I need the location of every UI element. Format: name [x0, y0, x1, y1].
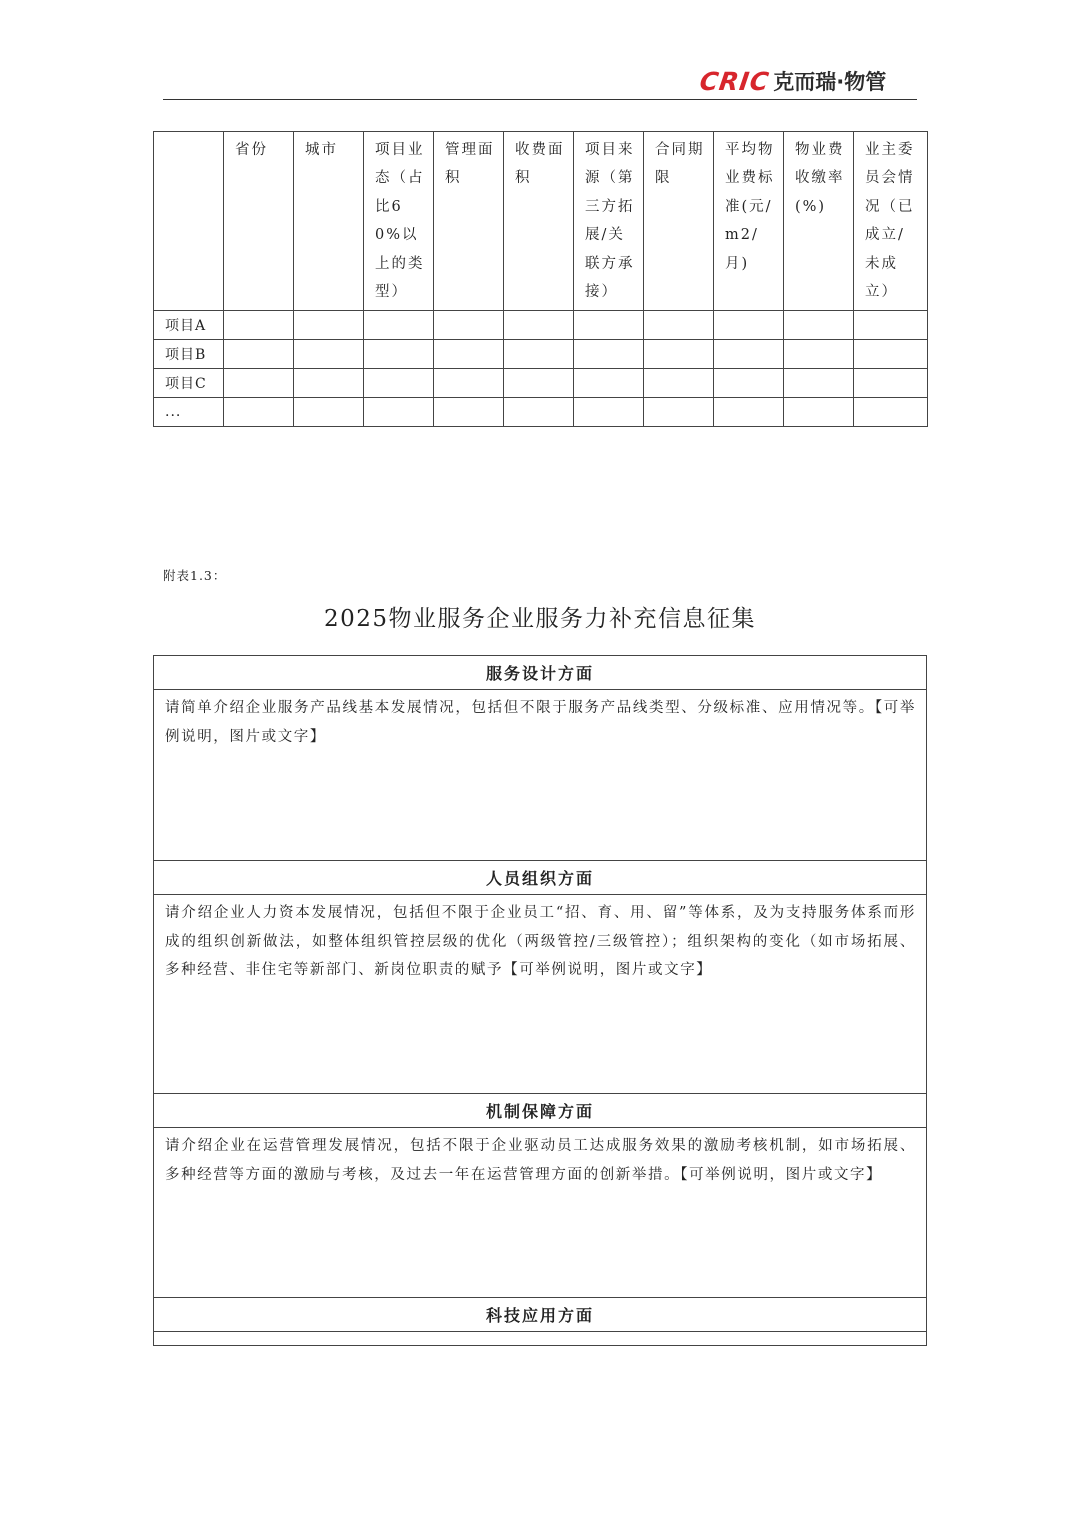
logo-chinese-text: 克而瑞·物管 — [773, 70, 887, 94]
table-cell — [644, 398, 714, 427]
section-heading-personnel: 人员组织方面 — [154, 861, 927, 895]
section-body-service-design[interactable]: 请简单介绍企业服务产品线基本发展情况，包括但不限于服务产品线类型、分级标准、应用情况等。【可举例说明，图片或文字】 — [154, 690, 927, 861]
section-heading-service-design: 服务设计方面 — [154, 656, 927, 690]
cric-logo — [697, 66, 887, 96]
table-row — [154, 311, 928, 340]
section-heading-row — [154, 1298, 927, 1332]
table-cell — [644, 311, 714, 340]
table-cell — [854, 369, 928, 398]
column-header — [154, 132, 224, 311]
table-cell — [574, 311, 644, 340]
row-label: 项目B — [154, 340, 224, 369]
table-cell — [364, 340, 434, 369]
table-cell — [504, 311, 574, 340]
document-title: 2025物业服务企业服务力补充信息征集 — [323, 606, 757, 632]
table-cell — [644, 340, 714, 369]
table-cell — [294, 340, 364, 369]
row-label: 项目A — [154, 311, 224, 340]
section-body-technology[interactable] — [154, 1332, 927, 1346]
row-label: ... — [154, 398, 224, 427]
table-cell — [224, 369, 294, 398]
section-body-row — [154, 1332, 927, 1346]
survey-table — [153, 655, 927, 1346]
table-cell — [714, 398, 784, 427]
column-header: 物业费收缴率(%) — [784, 132, 854, 311]
column-header: 省份 — [224, 132, 294, 311]
table-row — [154, 340, 928, 369]
section-body-personnel[interactable]: 请介绍企业人力资本发展情况，包括但不限于企业员工“招、育、用、留”等体系，及为支持服务体系而形成的组织创新做法，如整体组织管控层级的优化（两级管控/三级管控）；组织架构的变化（如市场拓展、多种经营、非住宅等新部门、新岗位职责的赋予【可举例说明，图片或文字】 — [154, 895, 927, 1094]
section-body-mechanism[interactable]: 请介绍企业在运营管理发展情况，包括不限于企业驱动员工达成服务效果的激励考核机制，如市场拓展、多种经营等方面的激励与考核，及过去一年在运营管理方面的创新举措。【可举例说明，图片或文字】 — [154, 1128, 927, 1298]
table-cell — [434, 311, 504, 340]
table-cell — [364, 369, 434, 398]
header-divider — [163, 99, 917, 100]
table-cell — [784, 340, 854, 369]
row-label: 项目C — [154, 369, 224, 398]
table-row — [154, 398, 928, 427]
section-body-row — [154, 1128, 927, 1298]
section-heading-row — [154, 1094, 927, 1128]
section-heading-row — [154, 861, 927, 895]
table-cell — [644, 369, 714, 398]
table-cell — [224, 311, 294, 340]
table-cell — [294, 398, 364, 427]
column-header: 收费面积 — [504, 132, 574, 311]
section-heading-technology: 科技应用方面 — [154, 1298, 927, 1332]
table-cell — [224, 340, 294, 369]
table-cell — [574, 369, 644, 398]
table-cell — [294, 311, 364, 340]
table-header-row — [154, 132, 928, 311]
column-header: 业主委员会情况（已成立/未成立） — [854, 132, 928, 311]
table-cell — [504, 398, 574, 427]
table-cell — [574, 340, 644, 369]
table-row — [154, 369, 928, 398]
table-cell — [224, 398, 294, 427]
column-header: 管理面积 — [434, 132, 504, 311]
table-cell — [854, 398, 928, 427]
table-cell — [504, 369, 574, 398]
table-cell — [434, 340, 504, 369]
table-cell — [714, 340, 784, 369]
table-cell — [784, 311, 854, 340]
table-cell — [854, 340, 928, 369]
table-cell — [294, 369, 364, 398]
logo-latin-text: CRIC — [697, 66, 772, 96]
column-header: 项目来源（第三方拓展/关联方承接） — [574, 132, 644, 311]
project-info-table — [153, 131, 928, 427]
table-cell — [854, 311, 928, 340]
column-header: 项目业态（占比60%以上的类型） — [364, 132, 434, 311]
table-cell — [714, 311, 784, 340]
table-cell — [434, 369, 504, 398]
column-header: 平均物业费标准(元/m2/月) — [714, 132, 784, 311]
section-body-row — [154, 690, 927, 861]
column-header: 城市 — [294, 132, 364, 311]
table-cell — [504, 340, 574, 369]
section-heading-row — [154, 656, 927, 690]
table-cell — [364, 398, 434, 427]
table-cell — [364, 311, 434, 340]
table-cell — [574, 398, 644, 427]
table-cell — [434, 398, 504, 427]
table-cell — [714, 369, 784, 398]
appendix-label: 附表1.3： — [163, 568, 227, 583]
table-cell — [784, 369, 854, 398]
column-header: 合同期限 — [644, 132, 714, 311]
table-cell — [784, 398, 854, 427]
section-body-row — [154, 895, 927, 1094]
section-heading-mechanism: 机制保障方面 — [154, 1094, 927, 1128]
